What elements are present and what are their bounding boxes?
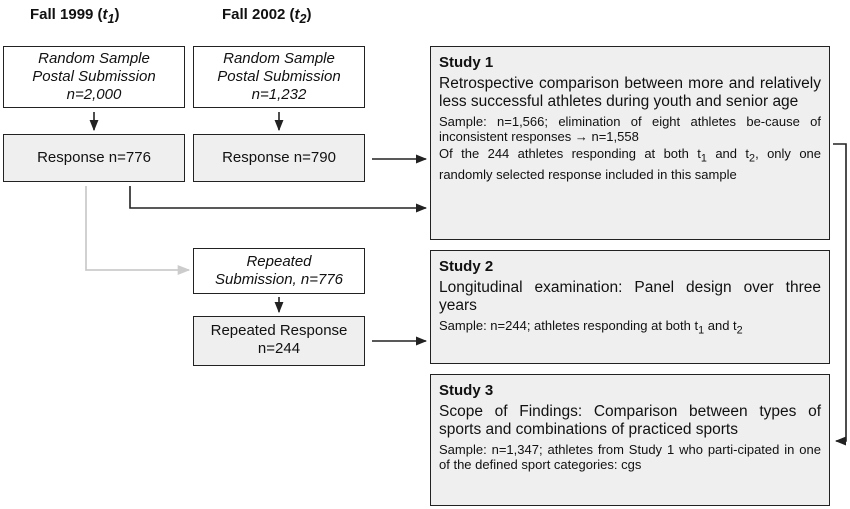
repeated-response-line2: n=244: [257, 340, 301, 357]
study-3-sample: Sample: n=1,347; athletes from Study 1 who parti-cipated in one of the defined sport categories: cgs: [439, 442, 821, 472]
arrow-study-1-to-study-3: [833, 144, 846, 441]
study-3-title: Study 3: [439, 382, 494, 399]
study-3-description: Scope of Findings: Comparison between types of sports and combinations of practiced sports: [439, 403, 821, 438]
header-fall-1999: Fall 1999 $(t_1)$: [30, 6, 120, 26]
sample-1999-line2: Postal Submission: [32, 68, 156, 85]
sample-2002-line3: n=1,232: [251, 86, 307, 103]
study-2-sample: Sample: n=244; athletes responding at both $t_1$ and $t_2$: [439, 318, 743, 337]
repeated-response-line1: Repeated Response: [210, 322, 348, 339]
sample-2002-line2: Postal Submission: [217, 68, 341, 85]
sample-1999-line3: n=2,000: [66, 86, 122, 103]
header-fall-2002: Fall 2002 $(t_2)$: [222, 6, 312, 26]
arrow-response-1999-to-study-1: [130, 186, 426, 208]
sample-1999-line1: Random Sample: [38, 50, 150, 67]
study-1-description: Retrospective comparison between more and relatively less successful athletes during youth and senior age: [439, 75, 821, 110]
repeated-submission-line1: Repeated: [246, 253, 312, 270]
response-2002-label: Response n=790: [222, 149, 336, 166]
study-1-title: Study 1: [439, 54, 494, 71]
study-1-sample: Sample: n=1,566; elimination of eight athletes be-cause of inconsistent responses → n=1,558: [439, 114, 821, 144]
repeated-submission-line2: Submission, n=776: [215, 271, 343, 288]
sample-2002-line1: Random Sample: [223, 50, 335, 67]
response-1999-label: Response n=776: [37, 149, 151, 166]
arrow-response-1999-to-repeated-submission: [86, 186, 189, 270]
study-2-description: Longitudinal examination: Panel design over three years: [439, 279, 821, 314]
study-1-note: Of the 244 athletes responding at both $t_1$ and $t_2$, only one randomly selected response included in this sample: [439, 146, 822, 182]
study-2-title: Study 2: [439, 258, 494, 275]
